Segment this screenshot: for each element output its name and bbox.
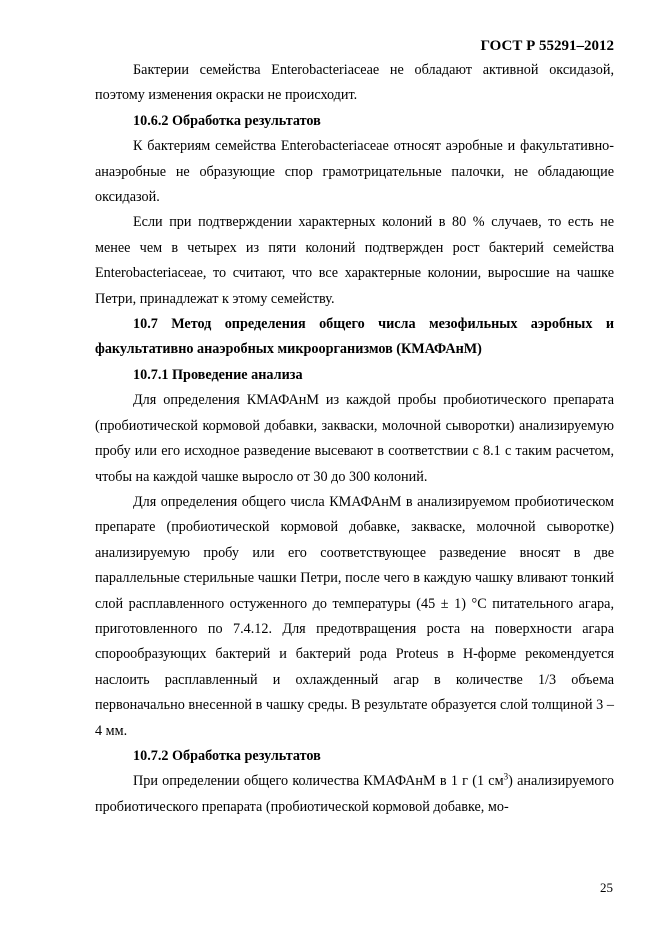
paragraph-kmafanm-procedure: Для определения общего числа КМАФАнМ в анализируемом пробиотическом препарате (пробиотической кормовой добавке, закваске, молочной сыворотке) анализируемую пробу или его соответствующее разведение вносят в две параллельные стерильные чашки Петри, после чего в каждую чашку вливают тонкий слой расплавленного остуженного до температуры (45 ± 1) °С питательного агара, приготовленного по 7.4.12. Для предотвращения роста на поверхности агара спорообразующих бактерий и бактерий рода Proteus в Н-форме рекомендуется наслоить расплавленный и охлажденный агар в количестве 1/3 объема первоначально внесенной в чашку среды. В результате образуется слой толщиной 3 – 4 мм. (95, 493, 614, 739)
document-header-id: ГОСТ Р 55291–2012 (480, 38, 614, 54)
section-heading-10-7-1: 10.7.1 Проведение анализа (133, 366, 303, 383)
paragraph-results-text-end: ) анализируемого пробиотического препарата (пробиотической кормовой добавке, мо- (95, 773, 614, 815)
paragraph-kmafanm-sampling: Для определения КМАФАнМ из каждой пробы пробиотического препарата (пробиотической кормовой добавки, закваски, молочной сыворотки) анализируемую пробу или его исходное разведение высевают в соответствии с 8.1 с таким расчетом, чтобы на каждой чашке выросло от 30 до 300 колоний. (95, 392, 614, 485)
page-number: 25 (600, 880, 613, 895)
section-heading-10-7-2: 10.7.2 Обработка результатов (133, 747, 321, 764)
document-body (95, 58, 614, 820)
paragraph-results-calculation (95, 769, 614, 820)
section-heading-10-7: 10.7 Метод определения общего числа мезофильных аэробных и факультативно анаэробных микроорганизмов (КМАФАнМ) (95, 316, 614, 358)
paragraph-confirmation-rule: Если при подтверждении характерных колоний в 80 % случаев, то есть не менее чем в четырех из пяти колоний подтвержден рост бактерий семейства Enterobacteriaceae, то считают, что все характерные колонии, выросшие на чашке Петри, принадлежат к этому семейству. (95, 214, 614, 307)
paragraph-enterobacteriaceae-definition: К бактериям семейства Enterobacteriaceae относят аэробные и факультативно-анаэробные не образующие спор грамотрицательные палочки, не обладающие оксидазой. (95, 138, 614, 206)
paragraph-results-text-start: При определении общего количества КМАФАнМ в 1 г (1 см (133, 773, 504, 790)
cubic-superscript: 3 (503, 771, 509, 782)
paragraph-oxidase-note: Бактерии семейства Enterobacteriaceae не обладают активной оксидазой, поэтому изменения окраски не происходит. (95, 62, 614, 104)
section-heading-10-6-2: 10.6.2 Обработка результатов (133, 112, 321, 129)
